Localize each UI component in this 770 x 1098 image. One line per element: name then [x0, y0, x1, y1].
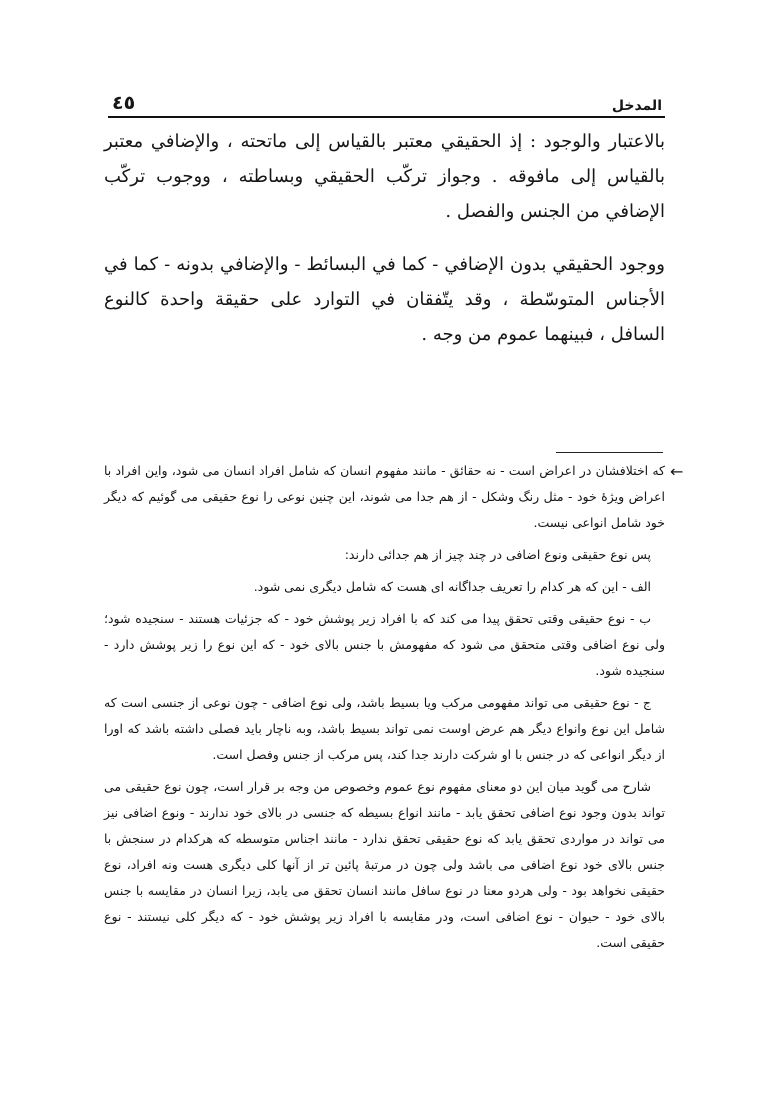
- footnote-paragraph-5: ج - نوع حقيقى مى تواند مفهومى مركب ويا بسيط باشد، ولى نوع اضافى - چون نوعى از جنسى است كه شامل اين نوع وانواع ديگر هم عرض اوست نمى تواند بسيط باشد، وبه ناچار بايد فصلى داشته باشد كه اورا از ديگر انواعى كه در جنس با او شركت دارند جدا كند، پس مركب از جنس وفصل است.: [104, 695, 665, 762]
- footnote-paragraph-2: پس نوع حقيقى ونوع اضافى در چند چيز از هم جدائى دارند:: [344, 547, 651, 562]
- page-header: [108, 86, 664, 114]
- footnote-paragraph-3: الف - اين كه هر كدام را تعريف جداگانه اى هست كه شامل ديگرى نمى شود.: [253, 579, 651, 594]
- footnote-paragraph-6: شارح مى گويد ميان اين دو معناى مفهوم نوع عموم وخصوص من وجه بر قرار است، چون نوع حقيقى مى تواند بدون وجود نوع اضافى تحقق يابد - مانند انواع بسيطه كه جنسى در بالاى خود ندارند - ونوع اضافى نيز مى تواند در مواردى تحقق يابد كه نوع حقيقى تحقق ندارد - مانند اجناس متوسطه كه هركدام در سنجش با جنس بالاى خود نوع اضافى مى باشد ولى چون در مرتبهٔ پائين تر از آنها كلى ديگرى هست ونه افراد، نوع حقيقى نخواهد بود - ولى هردو معنا در نوع سافل مانند انسان تحقق مى يابد، زيرا انسان در مقايسه با جنس بالاى خود - حيوان - نوع اضافى است، ودر مقايسه با افراد زير پوشش خود - كه ديگر كلى نيستند - نوع حقيقى است.: [104, 779, 665, 950]
- continuation-arrow-icon: ←: [670, 462, 684, 481]
- main-paragraph-1: بالاعتبار والوجود : إذ الحقيقي معتبر بالقياس إلى ماتحته ، والإضافي معتبر بالقياس إلى مافوقه . وجواز تركّب الحقيقي وبساطته ، ووجوب تركّب الإضافي من الجنس والفصل .: [104, 131, 665, 222]
- footnote-rule: [556, 452, 663, 453]
- main-paragraph-2: ووجود الحقيقي بدون الإضافي - كما في البسائط - والإضافي بدونه - كما في الأجناس المتوسّطة ، وقد يتّفقان في التوارد على حقيقة واحدة كالنوع السافل ، فبينهما عموم من وجه .: [104, 254, 665, 345]
- header-rule: [108, 116, 665, 118]
- main-text: [104, 124, 665, 352]
- footnote-block: [104, 458, 665, 956]
- page-number: ٤٥: [112, 92, 136, 114]
- running-head: المدخل: [611, 98, 662, 114]
- footnote-paragraph-4: ب - نوع حقيقى وقتى تحقق پيدا مى كند كه با افراد زير پوشش خود - كه جزئيات هستند - سنجيده شود؛ ولى نوع اضافى وقتى متحقق مى شود كه مفهومش با جنس بالاى خود - كه اين نوع را زير پوشش دارد - سنجيده شود.: [104, 611, 665, 678]
- footnote-paragraph-1: كه اختلافشان در اعراض است - نه حقائق - مانند مفهوم انسان كه شامل افراد انسان مى شود، واين افراد با اعراض ويژهٔ خود - مثل رنگ وشكل - از هم جدا مى شوند، اين چنين نوعى را نوع حقيقى مى گوئيم كه ديگر خود شامل انواعى نيست.: [104, 463, 665, 530]
